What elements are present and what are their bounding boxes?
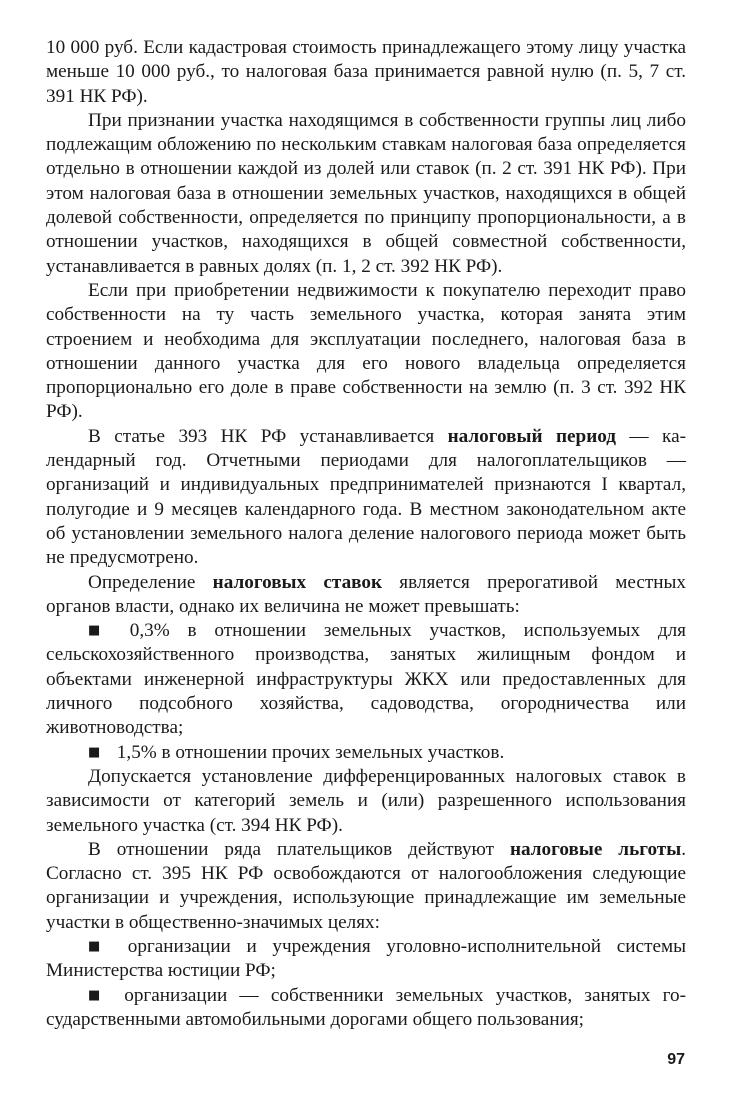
text-run: Определение	[88, 571, 213, 593]
text-run: Если при приобретении недвижимости к покупателю переходит право собственности на ту часть земельного участка, которая занята этим строением и необходима для эксплуатации последнего, налоговая база в отношении данного участка для его нового владельца определяется пропорционально его доле в праве собственности на землю (п. 3 ст. 392 НК РФ).	[46, 279, 686, 423]
text-run: . Согласно ст. 395 НК РФ освобождаются от налогообложения следующие организации и учреждения, использующие принадлежащие им земельные участки в общественно-значимых целях:	[46, 838, 686, 933]
text-run: организации и учреждения уголовно-исполнительной системы Министерства юстиции РФ;	[46, 935, 687, 982]
term-tax-benefits: налоговые льготы	[509, 838, 682, 860]
text-run: В статье 393 НК РФ устанавливается	[88, 425, 448, 447]
paragraph-6	[46, 765, 686, 838]
term-tax-period: налоговый период	[447, 425, 616, 447]
term-tax-rates: налоговых ставок	[212, 571, 383, 593]
text-run: 1,5% в отношении прочих земельных участков.	[116, 741, 505, 763]
text-run: Допускается установление дифференцированных налоговых ставок в зависимости от категорий земель и (или) разрешенного использования земельного участка (ст. 394 НК РФ).	[46, 765, 686, 836]
text-run: — календарный год. Отчетными периодами для налогоплательщиков — организаций и индивидуальных предпринимателей признаются I квартал, полугодие и 9 месяцев календарного года. В местном законодательном акте об установлении земельного налога деление налогового периода может быть не предусмотрено.	[46, 425, 686, 569]
paragraph-5	[46, 571, 686, 620]
text-run: При признании участка находящимся в собственности группы лиц либо подлежащим обложению по нескольким ставкам налоговая база определяется отдельно в отношении каждой из долей или ставок (п. 2 ст. 391 НК РФ). При этом налоговая база в отношении земельных участков, находящихся в общей долевой собственности, определяется по принципу пропорциональности, а в отношении участков, находящихся в общей совместной собственности, устанавливается в равных долях (п. 1, 2 ст. 392 НК РФ).	[46, 109, 686, 277]
paragraph-3	[46, 279, 686, 425]
paragraph-4	[46, 425, 686, 571]
bullet-item-3	[46, 935, 686, 984]
page-body	[46, 36, 686, 1032]
page-number: 97	[667, 1051, 685, 1068]
bullet-item-2	[46, 741, 686, 765]
text-run: В отношении ряда плательщиков действуют	[88, 838, 510, 860]
bullet-item-4	[46, 984, 686, 1033]
bullet-item-1	[46, 619, 686, 740]
text-run: 0,3% в отношении земельных участков, используемых для сельскохозяйственного производства, занятых жилищным фондом и объектами инженерной инфраструктуры ЖКХ или предоставленных для личного подсобного хозяйства, садоводства, огородничества или животноводства;	[46, 620, 687, 739]
paragraph-7	[46, 838, 686, 935]
paragraph-1	[46, 36, 686, 109]
text-run: организации — собственники земельных участков, занятых государственными автомобильными дорогами общего пользования;	[46, 984, 687, 1030]
text-run: 10 000 руб. Если кадастровая стоимость принадлежащего этому лицу участка меньше 10 000 руб., то налоговая база принимается равной нулю (п. 5, 7 ст. 391 НК РФ).	[46, 37, 686, 107]
text-run: является прерогативой местных органов власти, однако их величина не может превышать:	[46, 571, 687, 617]
paragraph-2	[46, 109, 686, 279]
